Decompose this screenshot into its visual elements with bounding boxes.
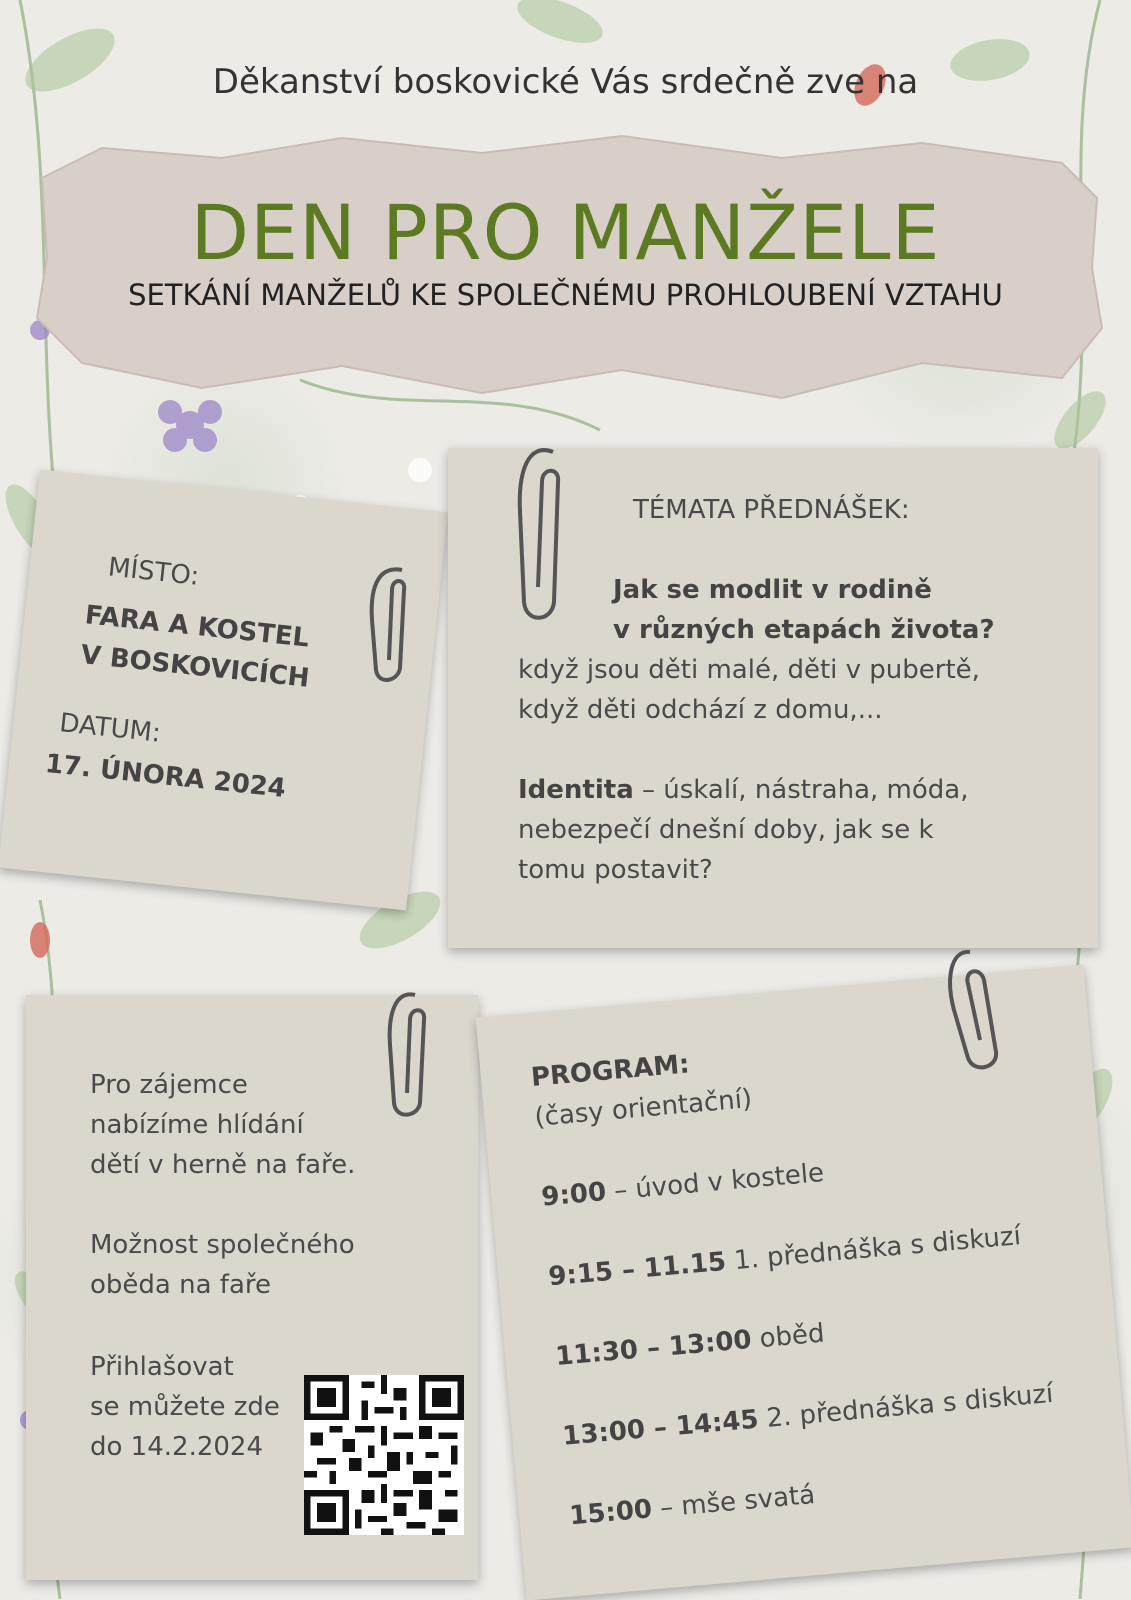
subtitle: SETKÁNÍ MANŽELŮ KE SPOLEČNÉMU PROHLOUBENÍ VZTAHU <box>128 278 1003 312</box>
lunch-line-2: oběda na faře <box>90 1270 271 1300</box>
paperclip-icon <box>380 985 440 1125</box>
place-label: MÍSTO: <box>106 552 201 592</box>
care-line-3: dětí v herně na faře. <box>90 1150 356 1180</box>
topic1-title-line-2: v různých etapách života? <box>613 615 995 645</box>
qr-code-icon[interactable] <box>304 1375 464 1535</box>
topic1-desc-line-2: když děti odchází z domu,... <box>518 695 883 725</box>
program-item-text: oběd <box>750 1318 826 1355</box>
place-line-1: FARA A KOSTEL <box>83 600 311 654</box>
date-value: 17. ÚNORA 2024 <box>43 748 288 805</box>
paperclip-icon <box>362 560 422 690</box>
program-item <box>554 1314 826 1377</box>
paperclip-icon <box>940 940 1020 1080</box>
date-label: DATUM: <box>58 708 163 749</box>
register-line-2: se můžete zde <box>90 1392 280 1422</box>
program-item-text: – úvod v kostele <box>604 1157 826 1207</box>
place-card <box>0 470 448 911</box>
program-item-time: 13:00 – 14:45 <box>561 1404 760 1452</box>
care-line-1: Pro zájemce <box>90 1070 248 1100</box>
program-item-time: 15:00 <box>568 1494 654 1532</box>
program-item-time: 9:00 <box>540 1177 608 1213</box>
topic2-line-1 <box>518 770 968 810</box>
program-item <box>568 1475 817 1536</box>
program-item <box>561 1374 1055 1457</box>
program-item-time: 9:15 – 11.15 <box>547 1246 728 1293</box>
topic2-desc-line-2: nebezpečí dnešní doby, jak se k <box>518 815 934 845</box>
invitation-line: Děkanství boskovické Vás srdečně zve na <box>212 62 919 102</box>
program-heading: PROGRAM: <box>529 1049 691 1094</box>
lunch-line-1: Možnost společného <box>90 1230 355 1260</box>
topic2-title: Identita <box>518 775 634 805</box>
program-item-text: 1. přednáška s diskuzí <box>724 1221 1022 1277</box>
topic1-title-line-1: Jak se modlit v rodině <box>613 575 932 605</box>
paperclip-icon <box>508 442 578 632</box>
main-title: DEN PRO MANŽELE <box>190 188 941 277</box>
program-item-text: 2. přednáška s diskuzí <box>757 1378 1055 1435</box>
topic2-desc-line-1: – úskalí, nástraha, móda, <box>633 775 969 805</box>
place-line-2: V BOSKOVICÍCH <box>79 640 311 694</box>
register-line-3: do 14.2.2024 <box>90 1432 263 1462</box>
program-item-text: – mše svatá <box>650 1479 817 1525</box>
care-line-2: nabízíme hlídání <box>90 1110 304 1140</box>
program-item <box>547 1216 1023 1297</box>
topics-heading: TÉMATA PŘEDNÁŠEK: <box>633 495 910 525</box>
program-note: (časy orientační) <box>533 1083 754 1133</box>
register-line-1: Přihlašovat <box>90 1352 234 1382</box>
program-item <box>540 1153 826 1218</box>
topic1-desc-line-1: když jsou děti malé, děti v pubertě, <box>518 655 980 685</box>
program-item-time: 11:30 – 13:00 <box>554 1324 753 1372</box>
topic2-desc-line-3: tomu postavit? <box>518 855 713 885</box>
program-card <box>476 965 1131 1600</box>
